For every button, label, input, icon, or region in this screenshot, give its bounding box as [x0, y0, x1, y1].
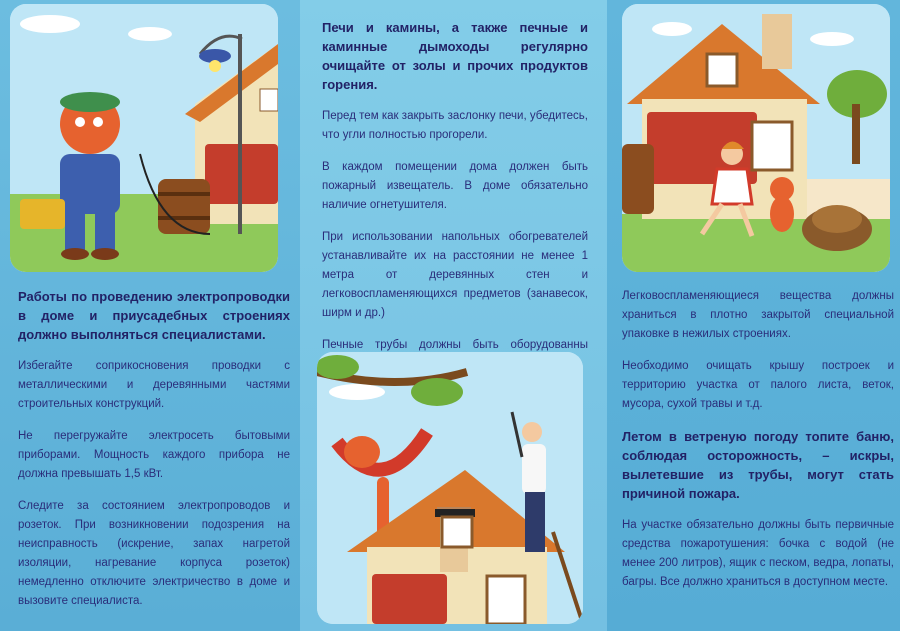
- electrician-cat-illustration: [10, 4, 278, 272]
- middle-heading: Печи и камины, а также печные и каминные дымоходы регулярно очищайте от золы и прочих продуктов горения.: [322, 20, 588, 92]
- middle-paragraph: Перед тем как закрыть заслонку печи, убедитесь, что угли полностью прогорели.: [322, 110, 588, 141]
- left-paragraph: Избегайте соприкосновения проводки с металлическими и деревянными частями строительных конструкций.: [18, 360, 290, 410]
- chimney-cat-hammock-illustration: [317, 352, 583, 624]
- right-paragraph: Легковоспламеняющиеся вещества должны храниться в плотно закрытой специальной упаковке в нежилых строениях.: [622, 290, 894, 340]
- middle-paragraph: Печные трубы должны быть оборудованны: [322, 339, 588, 351]
- right-paragraph: На участке обязательно должны быть первичные средства пожаротушения: бочка с водой (не менее 200 литров), ящик с песком, ведра, лопаты, багры. Все должно храниться в доступном месте.: [622, 519, 894, 588]
- garden-fire-illustration: [622, 4, 890, 272]
- right-panel: [607, 0, 900, 631]
- right-bold-paragraph: Летом в ветреную погоду топите баню, соблюдая осторожность, – искры, вылетевшие из трубы, могут стать причиной пожара.: [622, 429, 894, 501]
- middle-paragraph: В каждом помещении дома должен быть пожарный извещатель. В доме обязательно наличие огнетушителя.: [322, 161, 588, 211]
- middle-panel: [300, 0, 607, 631]
- left-paragraph: Следите за состоянием электропроводов и розеток. При возникновении подозрения на неисправность (искрение, запах нагретой изоляции, нагревание корпуса розеток) немедленно отключите электричество в доме и вызовите специалиста.: [18, 500, 290, 607]
- left-paragraph: Не перегружайте электросеть бытовыми приборами. Мощность каждого прибора не должна превышать 1,5 кВт.: [18, 430, 290, 480]
- right-paragraph: Необходимо очищать крышу построек и территорию участка от палого листа, веток, мусора, сухой травы и т.д.: [622, 360, 894, 410]
- middle-paragraph: При использовании напольных обогревателей устанавливайте их на расстоянии не менее 1 метра от деревянных стен и легковоспламеняющихся предметов (занавесок, ширм и др.): [322, 231, 588, 319]
- left-heading: Работы по проведению электропроводки в доме и приусадебных строениях должно выполняться специалистами.: [18, 289, 290, 342]
- left-panel: [0, 0, 300, 631]
